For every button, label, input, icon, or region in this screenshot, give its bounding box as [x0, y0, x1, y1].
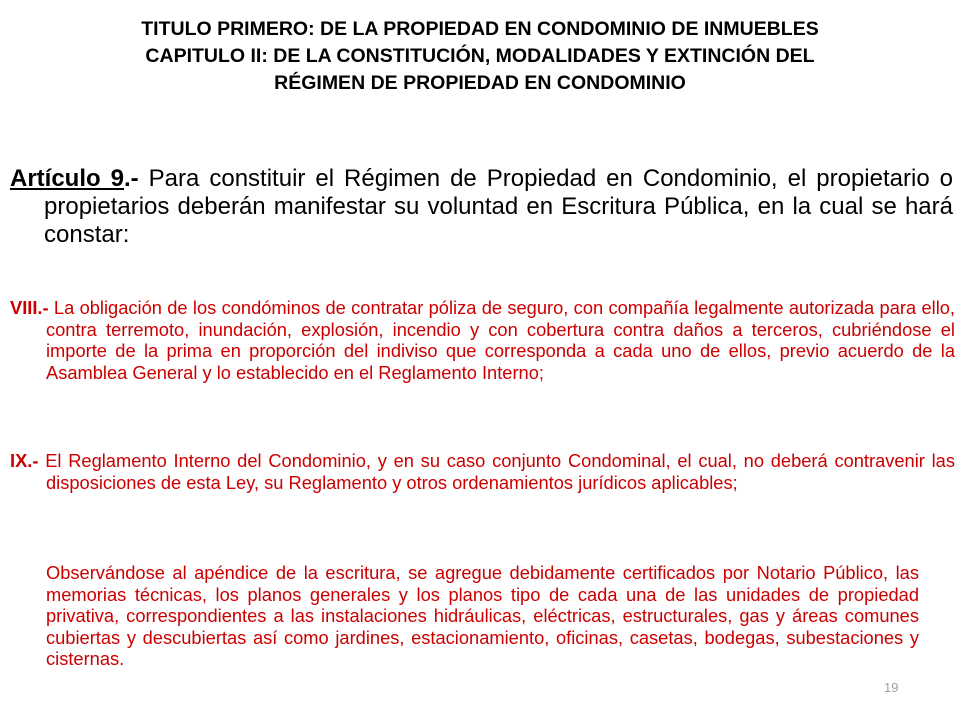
title-line-1: TITULO PRIMERO: DE LA PROPIEDAD EN CONDOMINIO DE INMUEBLES	[141, 18, 819, 40]
article-separator: .-	[124, 165, 139, 192]
fraction-text: La obligación de los condóminos de contratar póliza de seguro, con compañía legalmente autorizada para ello, contra terremoto, inundación, explosión, incendio y con cobertura contra daños a terceros, cubriéndose el importe de la prima en proporción del indiviso que corresponda a cada uno de ellos, previo acuerdo de la Asamblea General y lo establecido en el Reglamento Interno;	[46, 297, 955, 383]
fraction-number: IX.-	[10, 450, 39, 471]
fraction-ix	[10, 450, 955, 493]
slide-title	[40, 16, 920, 97]
title-line-2: CAPITULO II: DE LA CONSTITUCIÓN, MODALIDADES Y EXTINCIÓN DEL	[145, 45, 815, 67]
article-text: Para constituir el Régimen de Propiedad en Condominio, el propietario o propietarios deberán manifestar su voluntad en Escritura Pública, en la cual se hará constar:	[44, 165, 953, 248]
fraction-number: VIII.-	[10, 297, 49, 318]
fraction-text: El Reglamento Interno del Condominio, y en su caso conjunto Condominal, el cual, no deberá contravenir las disposiciones de esta Ley, su Reglamento y otros ordenamientos jurídicos aplicables;	[38, 450, 955, 493]
observation-paragraph: Observándose al apéndice de la escritura, se agregue debidamente certificados por Notario Público, las memorias técnicas, los planos generales y los planos tipo de cada una de las unidades de propiedad privativa, correspondientes a las instalaciones hidráulicas, eléctricas, estructurales, gas y áreas comunes cubiertas y descubiertas así como jardines, estacionamiento, oficinas, casetas, bodegas, subestaciones y cisternas.	[46, 562, 919, 669]
page-number: 19	[884, 680, 899, 695]
article-paragraph	[10, 165, 953, 249]
title-line-3: RÉGIMEN DE PROPIEDAD EN CONDOMINIO	[274, 72, 686, 94]
fraction-viii	[10, 297, 955, 383]
article-label: Artículo 9	[10, 165, 125, 192]
